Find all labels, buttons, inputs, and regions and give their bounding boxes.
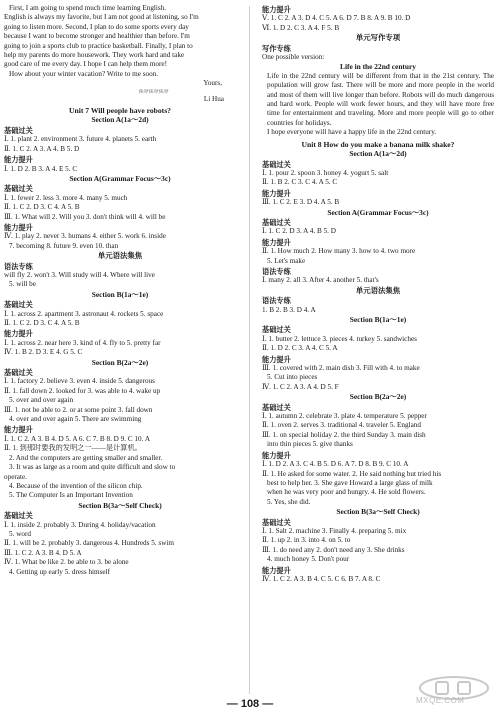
answer-line: Ⅱ. 1. oven 2. serves 3. traditional 4. traveler 5. England [262,421,421,430]
answer-line: Ⅱ. 1. will be 2. probably 3. dangerous 4. Hundreds 5. swim [4,539,174,548]
answer-line: Ⅰ. 1. across 2. near here 3. kind of 4. fly to 5. pretty far [4,338,161,347]
advanced-heading: 能力提升 [4,329,33,339]
answer-line: Ⅰ. 1. across 2. apartment 3. astronaut 4. rockets 5. space [4,309,164,318]
answer-line: Ⅰ. 1. factory 2. believe 3. even 4. inside 5. dangerous [4,377,155,386]
answer-line: Ⅵ. 1. D 2. C 3. A 4. F 5. B [262,23,340,32]
section-title: Section A(1a～2d) [349,149,407,159]
answer-line: Ⅰ. 1. C 2. D 3. A 4. B 5. D [262,227,336,236]
section-title: Section A(1a～2d) [91,115,149,125]
letter-line: How about your winter vacation? Write to me soon. [9,69,159,78]
unit7-title: Unit 7 Will people have robots? [69,106,171,116]
answer-line: 5. Cut into pieces [267,373,318,382]
advanced-heading: 能力提升 [4,222,33,232]
section-title: Section A(Grammar Focus～3c) [69,173,171,183]
left-column [4,4,236,577]
answer-line: Ⅲ. 1. C 2. A 3. B 4. D 5. A [4,548,82,557]
answer-line: Ⅰ. 1. D 2. A 3. C 4. B 5. D 6. A 7. D 8. B 9. C 10. A [262,460,409,469]
grammar-heading: 语法专练 [4,261,33,271]
answer-line: Ⅰ. 1. autumn 2. celebrate 3. plate 4. temperature 5. pepper [262,412,427,421]
answer-line: 4. over and over again 5. There are swimming [9,415,142,424]
answer-line: 5. Yes, she did. [267,497,311,506]
letter-line: good care of me every day. I hope I can help them more! [4,60,167,69]
answer-line: Ⅱ. 1. fall down 2. looked for 3. was able to 4. wake up [4,386,161,395]
watermark-text: MXQE.COM [416,696,465,705]
right-column [262,4,494,584]
basic-heading: 基础过关 [262,159,291,169]
grammar-heading: 语法专练 [262,296,291,306]
answer-line: Ⅳ. 1. C 2. A 3. B 4. C 5. C 6. B 7. A 8. C [262,574,381,583]
answer-line: 2. And the computers are getting smaller and smaller. [9,453,163,462]
section-title: Section B(2a～2e) [349,392,407,402]
letter-line: First, I am going to spend much time learning English. [9,4,167,12]
letter-line: going to join a sports club to practice basketball. Finally, I plan to [4,41,193,50]
answer-line: Ⅲ. 1. C 2. E 3. D 4. A 5. B [262,198,340,207]
answer-line: Ⅳ. 1. B 2. D 3. E 4. G 5. C [4,348,83,357]
answer-line: 5. word [9,529,31,538]
unit8-title: Unit 8 How do you make a banana milk shake? [301,139,455,149]
advanced-heading: 能力提升 [262,354,291,364]
basic-heading: 基础过关 [4,300,33,310]
answer-line: Ⅲ. 1. not be able to 2. or at some point 3. fall down [4,405,153,414]
answer-line: Ⅱ. 1. C 2. D 3. C 4. A 5. B [4,319,80,327]
letter-line: help my parents do more housework. They work hard and take [4,51,185,60]
basic-heading: 基础过关 [262,517,291,527]
answer-line: 5. The Computer Is an Important Invention [9,491,133,500]
answer-line: Ⅱ. 1. C 2. A 3. A 4. B 5. D [4,144,80,153]
section-title: Section B(2a～2e) [91,357,149,367]
answer-line: Ⅲ. 1. covered with 2. main dish 3. Fill with 4. to make [262,364,420,373]
writing-heading: 写作专练 [262,43,291,53]
section-title: Section A(Grammar Focus～3c) [327,207,429,217]
answer-line: Ⅴ. 1. C 2. A 3. D 4. C 5. A 6. D 7. B 8. A 9. B 10. D [262,14,411,23]
basic-heading: 基础过关 [4,184,33,194]
answer-line: 3. It was as large as a room and quite difficult and slow to [9,463,176,472]
answer-line: best to help her. 3. She gave Howard a large glass of milk [267,478,433,487]
one-possible-version: One possible version: [262,53,325,62]
letter-closing: Yours, [203,79,222,88]
answer-line: into thin pieces 5. give thanks [267,440,353,449]
answer-line: Ⅰ. 1. C 2. A 3. B 4. D 5. A 6. C 7. B 8. D 9. C 10. A [4,434,151,443]
answer-line: Ⅲ. 1. What will 2. Will you 3. don't think will 4. will be [4,212,166,221]
advanced-heading: 能力提升 [262,5,291,14]
answer-line: Ⅰ. 1. inside 2. probably 3. During 4. holiday/vacation [4,520,156,529]
advanced-heading: 能力提升 [262,565,291,575]
answer-line: Ⅱ. 1. C 2. D 3. C 4. A 5. B [4,203,80,212]
answer-line: Ⅰ. 1. fewer 2. less 3. more 4. many 5. much [4,193,128,202]
basic-heading: 基础过关 [262,325,291,335]
answer-line: Ⅲ. 1. do need any 2. don't need any 3. She drinks [262,545,405,554]
watermark-logo [412,674,496,714]
answer-line: 4. Getting up early 5. dress himself [9,567,111,576]
unit-grammar-title: 单元语法集焦 [97,251,143,261]
advanced-heading: 能力提升 [262,237,291,247]
answer-line: 1. B 2. B 3. D 4. A [262,305,316,314]
answer-line: Ⅲ. 1. on special holiday 2. the third Sunday 3. main dish [262,430,426,439]
basic-heading: 基础过关 [4,368,33,378]
section-title: Section B(3a～Self Check) [336,507,420,517]
answer-line: Ⅰ. many 2. all 3. After 4. another 5. that's [262,276,379,285]
advanced-heading: 能力提升 [262,450,291,460]
advanced-heading: 能力提升 [262,188,291,198]
signature-scrawl: 快对快对快对 [138,88,169,95]
answer-line: Ⅳ. 1. C 2. A 3. A 4. D 5. F [262,382,339,391]
answer-line: Ⅰ. 1. D 2. B 3. A 4. E 5. C [4,164,78,173]
letter-line: English is always my favorite, but I am not good at listening, so I'm [4,13,199,22]
watermark-icon [412,674,496,714]
answer-line: 4. Because of the invention of the silicon chip. [9,481,143,490]
answer-line: will fly 2. won't 3. Will study will 4. Where will live [4,270,155,279]
essay-end: I hope everyone will have a happy life in the 22nd century. [267,128,437,137]
section-title: Section B(1a～1e) [349,315,407,324]
section-title: Section B(1a～1e) [91,289,149,299]
answer-line: Ⅱ. 1. D 2. C 3. A 4. C 5. A [262,344,338,353]
unit-writing-title: 单元写作专项 [355,33,401,43]
basic-heading: 基础过关 [262,402,291,412]
section-title: Section B(3a～Self Check) [78,500,162,510]
answer-line: Ⅱ. 1. B 2. C 3. C 4. A 5. C [262,178,338,187]
answer-line: 4. much honey 5. Don't pour [267,555,350,564]
answer-line: Ⅱ. 1. He asked for some water. 2. He said nothing but tried his [262,469,442,478]
answer-line: Ⅱ. 1. up 2. in 3. into 4. on 5. to [262,536,351,545]
letter-name: Li Hua [203,94,224,103]
answer-line: operate. [4,472,27,481]
basic-heading: 基础过关 [4,511,33,521]
unit-grammar-title: 单元语法集焦 [355,285,401,295]
answer-line: Ⅳ. 1. play 2. never 3. humans 4. either 5. work 6. inside [4,232,166,241]
answer-line: Ⅰ. 1. Salt 2. machine 3. Finally 4. preparing 5. mix [262,526,407,535]
answer-line: Ⅰ. 1. butter 2. lettuce 3. pieces 4. turkey 5. sandwiches [262,334,417,343]
answer-line: when he was very poor and hungry. 4. He sold flowers. [267,488,426,497]
answer-line: Ⅱ. 1. 到那时要我的发明之一——是计算机。 [4,444,142,453]
basic-heading: 基础过关 [262,217,291,227]
answer-line: 7. becoming 8. future 9. even 10. than [9,241,119,250]
answer-line: Ⅳ. 1. What be like 2. be able to 3. be alone [4,558,129,567]
answer-line: Ⅱ. 1. How much 2. How many 3. how to 4. two more [262,247,416,256]
answer-line: 5. will be [9,280,36,289]
column-divider [249,6,250,694]
grammar-heading: 语法专练 [262,266,291,276]
essay-body: Life in the 22nd century will be different from that in the 21st century. The population will grow fast. There will be more and more people in the world and most of them will live longer than before. Robots will do much dangerous and hard work. People will work fewer hours, and they will have more free time for entertainment and traveling. More and more people will go to other countries for holidays. [267,71,494,127]
basic-heading: 基础过关 [4,125,33,135]
answer-line: 5. Let's make [267,256,306,265]
letter-line: because I want to become stronger and healthier than before. I'm [4,32,190,41]
essay-title: Life in the 22nd century [340,62,416,72]
answer-line: 5. over and over again [9,396,74,405]
answer-line: Ⅰ. 1. plant 2. environment 3. future 4. planets 5. earth [4,135,157,144]
letter-line: going to listen more. Second, I plan to do some sports every day [4,22,189,31]
advanced-heading: 能力提升 [4,155,33,165]
page-number: — 108 — [226,698,274,710]
advanced-heading: 能力提升 [4,425,33,435]
answer-line: Ⅰ. 1. pour 2. spoon 3. honey 4. yogurt 5. salt [262,168,389,177]
